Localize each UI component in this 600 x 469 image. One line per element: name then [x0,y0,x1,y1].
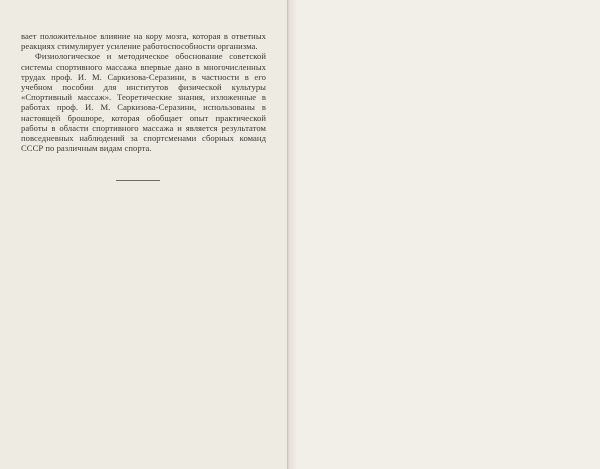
left-page-body [21,31,266,153]
left-page [0,0,288,469]
spine-shadow [289,0,297,469]
left-paragraph-2: Физиологическое и методическое обоснование советской системы спортивного массажа впервые дано в многочисленных трудах проф. И. М. Саркизова-Серазини, в частности в его учебном пособии для институтов физической культуры «Спортивный массаж». Теоретические знания, изложенные в работах проф. И. М. Саркизова-Серазини, использованы в настоящей брошюре, которая обобщает опыт практической работы в области спортивного массажа и является результатом повседневных наблюдений за спортсменами сборных команд СССР по различным видам спорта. [21,51,266,154]
section-separator-rule [116,180,160,181]
left-paragraph-1: вает положительное влияние на кору мозга, которая в ответных реакциях стимулирует усиление работоспособности организма. [21,31,266,52]
right-page [288,0,600,469]
